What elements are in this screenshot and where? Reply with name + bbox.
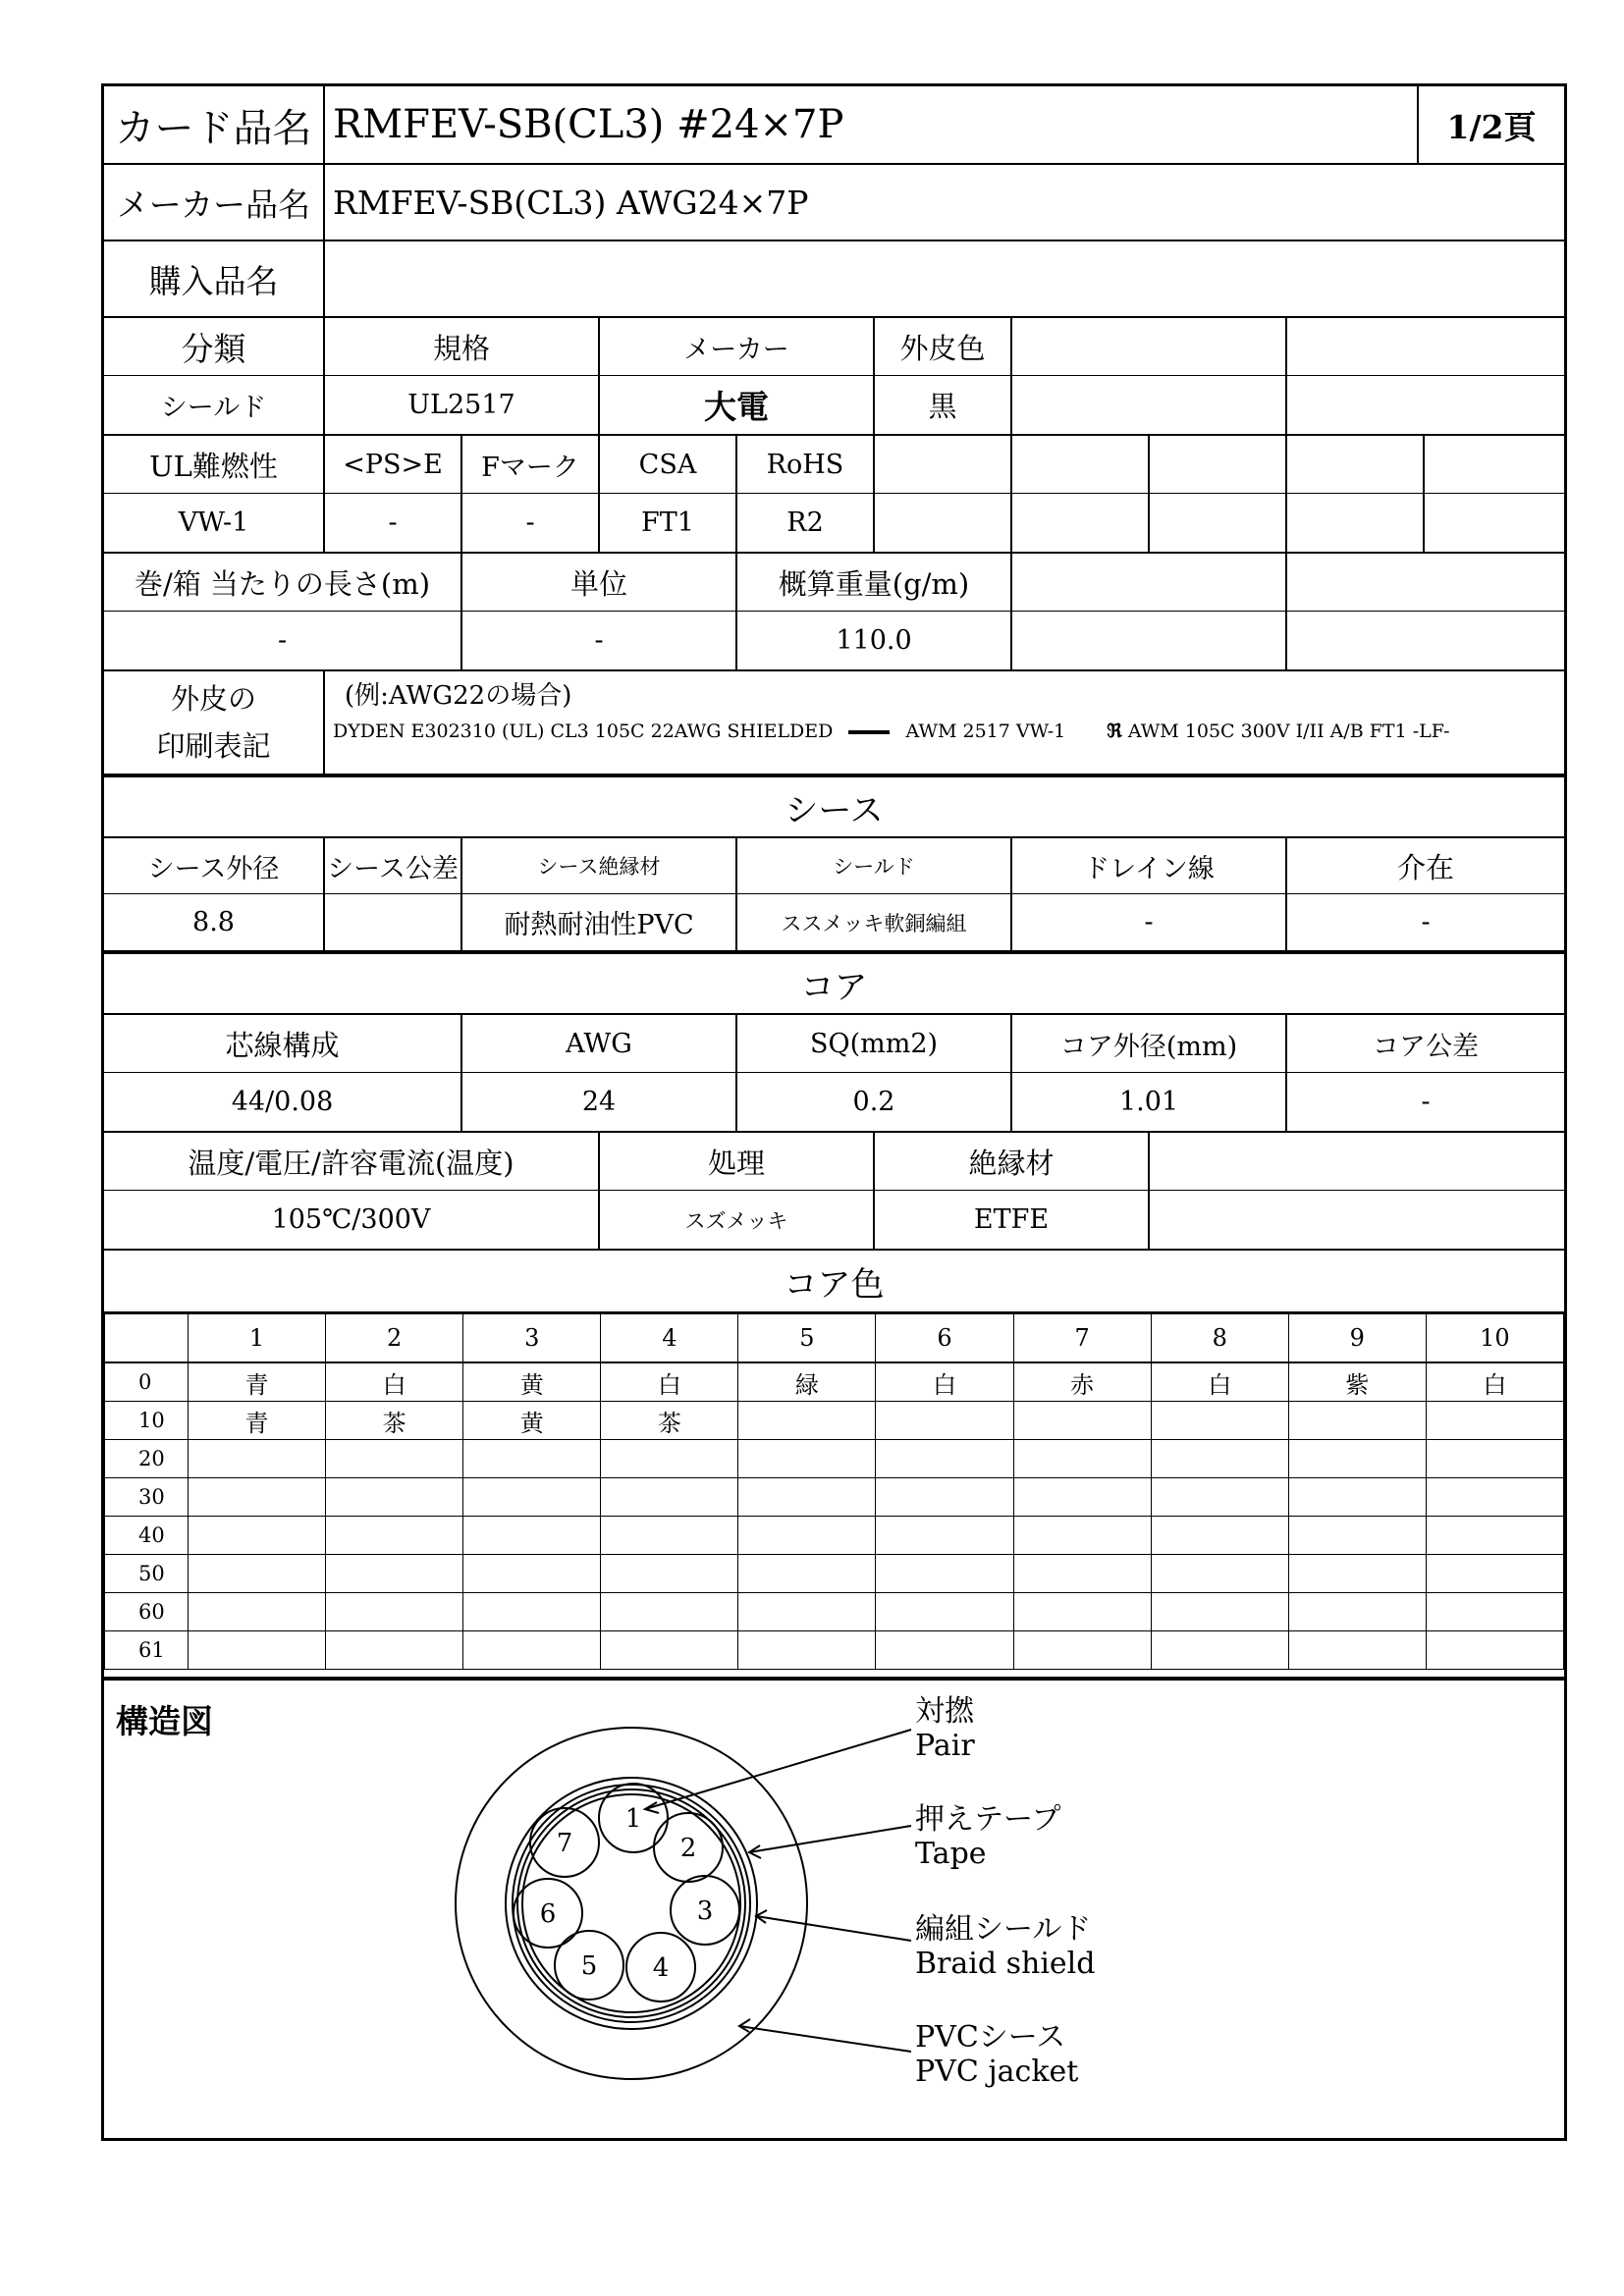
length-row (104, 554, 1564, 671)
core-title-row (104, 954, 1564, 1015)
core-color-cell (1013, 1440, 1151, 1478)
core-color-cell (189, 1517, 326, 1555)
core-color-header-row (105, 1314, 1564, 1363)
core-color-cell (463, 1478, 601, 1517)
pair-number: 1 (624, 1804, 642, 1834)
core-color-cell (326, 1440, 463, 1478)
sq-label: SQ(mm2) (737, 1015, 1012, 1072)
core-color-cell: 青 (189, 1402, 326, 1440)
core-color-cell (1013, 1555, 1151, 1593)
core-color-cell (876, 1593, 1013, 1631)
blank-cell (875, 436, 1012, 493)
core-color-cell (326, 1478, 463, 1517)
core-color-cell: 白 (326, 1362, 463, 1402)
core-color-row-label: 50 (105, 1555, 189, 1593)
core-color-cell (1288, 1440, 1426, 1478)
blank-cell (1012, 436, 1150, 493)
core-color-cell (738, 1402, 876, 1440)
arrow-head (739, 2019, 750, 2032)
core-color-row (105, 1402, 1564, 1440)
temperature-label: 温度/電圧/許容電流(温度) (104, 1133, 600, 1190)
purchase-name-row (104, 241, 1564, 318)
core-color-cell: 黄 (463, 1402, 601, 1440)
standard-value: UL2517 (325, 376, 600, 434)
classification-value: シールド (104, 376, 325, 434)
core-color-cell (876, 1478, 1013, 1517)
csa-value: FT1 (600, 494, 737, 552)
core-color-cell (1013, 1593, 1151, 1631)
core-color-cell (1426, 1478, 1563, 1517)
filler-label: 介在 (1396, 850, 1454, 884)
blank-cell (1425, 494, 1564, 552)
core-color-cell (1151, 1631, 1288, 1670)
maker-value: 大電 (600, 376, 875, 434)
sheath-title-row (104, 777, 1564, 838)
print-text-c: AWM 105C 300V I/II A/B FT1 -LF- (1127, 721, 1450, 742)
sheath-insulation-value: 耐熱耐油性PVC (462, 894, 737, 950)
column-header: 8 (1151, 1314, 1288, 1363)
core-color-cell (1151, 1555, 1288, 1593)
blank-cell (1150, 494, 1287, 552)
ul-flame-value: VW-1 (104, 494, 325, 552)
core-color-cell: 白 (876, 1362, 1013, 1402)
core-color-cell (1426, 1555, 1563, 1593)
sheath-tolerance-label: シース公差 (325, 838, 462, 893)
core-color-cell: 青 (189, 1362, 326, 1402)
core-color-cell: 白 (1426, 1362, 1563, 1402)
core-color-cell (876, 1631, 1013, 1670)
pvc-jacket-label-jp: PVCシース (915, 2020, 1066, 2055)
core-color-grid (104, 1313, 1564, 1670)
blank-cell (1012, 494, 1150, 552)
core-color-row (105, 1555, 1564, 1593)
weight-label: 概算重量(g/m) (737, 554, 1012, 611)
purchase-name-label: 購入品名 (104, 241, 325, 316)
drain-wire-value: - (1012, 894, 1287, 950)
pair-label-en: Pair (915, 1729, 975, 1763)
leader-braid (756, 1916, 911, 1941)
core-color-cell: 白 (601, 1362, 738, 1402)
core-color-cell (189, 1593, 326, 1631)
f-mark-label: Fマーク (462, 436, 600, 493)
core-color-row-label: 60 (105, 1593, 189, 1631)
core-color-cell (1426, 1593, 1563, 1631)
core-color-cell (738, 1517, 876, 1555)
core-color-cell: 緑 (738, 1362, 876, 1402)
pair-label-jp: 対撚 (915, 1694, 974, 1729)
csa-label: CSA (600, 436, 737, 493)
treatment-label: 処理 (600, 1133, 875, 1190)
spec-sheet (101, 83, 1567, 2141)
blank-cell (1425, 436, 1564, 493)
blank-cell (875, 494, 1012, 552)
core-color-cell (876, 1517, 1013, 1555)
core-color-cell (1013, 1402, 1151, 1440)
temperature-row (104, 1133, 1564, 1251)
blank-cell (1012, 376, 1287, 434)
core-color-cell (738, 1555, 876, 1593)
pvc-jacket-outer (456, 1728, 807, 2079)
core-color-row-label: 30 (105, 1478, 189, 1517)
sheath-row (104, 838, 1564, 954)
core-color-cell (1426, 1517, 1563, 1555)
print-example-note: (例:AWG22の場合) (345, 681, 572, 711)
sq-value: 0.2 (737, 1073, 1012, 1131)
cable-cross-section-diagram (104, 1681, 1564, 2138)
core-color-cell (463, 1631, 601, 1670)
core-color-row-label: 61 (105, 1631, 189, 1670)
print-marking-value (325, 671, 1564, 774)
core-color-cell (738, 1593, 876, 1631)
pse-value: - (325, 494, 462, 552)
rohs-value: R2 (737, 494, 875, 552)
card-name-value: RMFEV-SB(CL3) #24×7P (325, 86, 1419, 163)
sheath-od-label: シース外径 (104, 838, 325, 893)
core-color-cell (738, 1478, 876, 1517)
leader-jacket (739, 2026, 911, 2052)
ul-flame-label: UL難燃性 (104, 436, 325, 493)
braid-shield-label-en: Braid shield (915, 1947, 1096, 1981)
temperature-value: 105℃/300V (104, 1191, 600, 1249)
filler-value: - (1421, 907, 1431, 937)
core-title: コア (800, 967, 868, 1007)
structure-title: 構造図 (116, 1702, 213, 1740)
core-color-cell (1013, 1478, 1151, 1517)
print-text-b: AWM 2517 VW-1 (905, 721, 1066, 742)
insulation-value: ETFE (875, 1191, 1150, 1249)
core-color-cell (738, 1631, 876, 1670)
core-color-cell (1151, 1478, 1288, 1517)
pair-number: 5 (580, 1951, 598, 1981)
weight-value: 110.0 (737, 612, 1012, 669)
core-color-cell (1288, 1555, 1426, 1593)
blank-cell (1287, 494, 1425, 552)
core-color-cell (1288, 1593, 1426, 1631)
classification-label: 分類 (104, 318, 325, 375)
blank-cell (1150, 1133, 1564, 1190)
column-header: 5 (738, 1314, 876, 1363)
page-number: 1/2頁 (1446, 107, 1537, 146)
core-color-cell (876, 1402, 1013, 1440)
core-color-row (105, 1631, 1564, 1670)
card-name-label: カード品名 (104, 86, 325, 163)
print-marking-row (104, 671, 1564, 777)
print-marking-label-line1: 外皮の (170, 682, 256, 716)
sheath-od-value: 8.8 (104, 894, 325, 950)
pair-number: 2 (679, 1834, 697, 1863)
core-color-cell (326, 1517, 463, 1555)
blank-cell (1287, 436, 1425, 493)
core-color-row-label: 0 (105, 1362, 189, 1402)
core-color-cell: 茶 (601, 1402, 738, 1440)
tape-label (915, 1802, 1061, 1871)
blank-cell (1287, 554, 1564, 611)
pair-number: 3 (696, 1896, 714, 1926)
core-color-cell (1288, 1631, 1426, 1670)
pair-number: 6 (539, 1899, 557, 1929)
core-color-row-label: 20 (105, 1440, 189, 1478)
core-color-cell (463, 1440, 601, 1478)
treatment-value: スズメッキ (600, 1191, 875, 1249)
purchase-name-value (325, 241, 1564, 316)
core-color-cell (463, 1517, 601, 1555)
column-header: 9 (1288, 1314, 1426, 1363)
blank-cell (1012, 612, 1287, 669)
core-color-cell: 白 (1151, 1362, 1288, 1402)
tape-label-jp: 押えテープ (915, 1802, 1061, 1837)
length-per-reel-value: - (104, 612, 462, 669)
tape-label-en: Tape (915, 1837, 987, 1871)
core-color-cell (876, 1555, 1013, 1593)
core-color-cell (189, 1440, 326, 1478)
blank-cell (1287, 376, 1564, 434)
ul-recognized-mark-icon: ℜ (1107, 721, 1122, 742)
core-color-cell (738, 1440, 876, 1478)
pse-label: <PS>E (325, 436, 462, 493)
core-tolerance-value: - (1421, 1087, 1431, 1117)
braid-shield-label (915, 1912, 1095, 1981)
blank-cell (1150, 1191, 1564, 1249)
rohs-label: RoHS (737, 436, 875, 493)
strand-construction-label: 芯線構成 (104, 1015, 462, 1072)
shield-value: ススメッキ軟銅編組 (737, 894, 1012, 950)
blank-cell (1012, 318, 1287, 375)
print-text-a: DYDEN E302310 (UL) CL3 105C 22AWG SHIELDED (333, 721, 834, 742)
pair-number: 7 (556, 1829, 573, 1858)
core-od-label: コア外径(mm) (1012, 1015, 1287, 1072)
core-color-cell (463, 1593, 601, 1631)
core-color-cell (601, 1631, 738, 1670)
core-color-cell (1151, 1402, 1288, 1440)
shield-label: シールド (737, 838, 1012, 893)
unit-value: - (462, 612, 737, 669)
core-color-cell (601, 1593, 738, 1631)
drain-wire-label: ドレイン線 (1012, 838, 1287, 893)
core-color-row (105, 1440, 1564, 1478)
pair-label (915, 1694, 975, 1763)
sheath-insulation-label: シース絶縁材 (462, 838, 737, 893)
blank-cell (1150, 436, 1287, 493)
core-color-cell (601, 1478, 738, 1517)
core-color-cell (1013, 1631, 1151, 1670)
blank-cell (1012, 554, 1287, 611)
core-color-title-row (104, 1251, 1564, 1313)
core-color-cell (1288, 1402, 1426, 1440)
core-color-cell: 黄 (463, 1362, 601, 1402)
length-per-reel-label: 巻/箱 当たりの長さ(m) (104, 554, 462, 611)
blank-cell (1287, 612, 1564, 669)
core-color-cell (601, 1440, 738, 1478)
leader-tape (749, 1826, 911, 1852)
sheath-title: シース (785, 790, 884, 830)
core-color-cell (1151, 1517, 1288, 1555)
core-color-title: コア色 (784, 1264, 885, 1305)
corner-cell (105, 1314, 189, 1363)
core-row (104, 1015, 1564, 1133)
column-header: 3 (463, 1314, 601, 1363)
core-tolerance-label: コア公差 (1373, 1031, 1479, 1062)
core-color-cell (601, 1555, 738, 1593)
maker-name-value: RMFEV-SB(CL3) AWG24×7P (333, 183, 809, 222)
print-marking-label-line2: 印刷表記 (156, 729, 271, 763)
core-color-cell (1426, 1402, 1563, 1440)
maker-name-label: メーカー品名 (104, 165, 325, 240)
core-color-cell (1426, 1440, 1563, 1478)
jacket-color-value: 黒 (875, 376, 1012, 434)
pvc-jacket-label-en: PVC jacket (915, 2055, 1079, 2089)
awg-label: AWG (462, 1015, 737, 1072)
core-color-cell: 紫 (1288, 1362, 1426, 1402)
core-color-row (105, 1593, 1564, 1631)
classification-row (104, 318, 1564, 436)
core-color-row (105, 1362, 1564, 1402)
column-header: 7 (1013, 1314, 1151, 1363)
f-mark-value: - (462, 494, 600, 552)
core-color-cell (463, 1555, 601, 1593)
core-color-cell (189, 1555, 326, 1593)
core-color-cell: 茶 (326, 1402, 463, 1440)
core-color-cell (326, 1631, 463, 1670)
core-color-cell (1426, 1631, 1563, 1670)
core-color-cell (189, 1478, 326, 1517)
core-color-cell (326, 1555, 463, 1593)
core-color-row-label: 10 (105, 1402, 189, 1440)
core-color-cell (1288, 1478, 1426, 1517)
print-text (333, 721, 1450, 742)
core-color-row-label: 40 (105, 1517, 189, 1555)
leader-pair (645, 1730, 911, 1809)
blank-cell (1287, 318, 1564, 375)
pair-number: 4 (652, 1953, 670, 1983)
column-header: 10 (1426, 1314, 1563, 1363)
core-color-cell (326, 1593, 463, 1631)
core-color-cell (1288, 1517, 1426, 1555)
dash-mark (848, 730, 890, 734)
strand-construction-value: 44/0.08 (104, 1073, 462, 1131)
pvc-jacket-label (915, 2020, 1078, 2089)
print-marking-label (104, 671, 325, 774)
core-color-cell: 赤 (1013, 1362, 1151, 1402)
core-color-row (105, 1517, 1564, 1555)
column-header: 6 (876, 1314, 1013, 1363)
maker-label: メーカー (600, 318, 875, 375)
jacket-color-label: 外皮色 (875, 318, 1012, 375)
core-color-cell (1151, 1593, 1288, 1631)
braid-shield-label-jp: 編組シールド (915, 1912, 1092, 1947)
core-color-cell (601, 1517, 738, 1555)
core-color-row (105, 1478, 1564, 1517)
core-color-cell (1013, 1517, 1151, 1555)
core-color-cell (189, 1631, 326, 1670)
column-header: 2 (326, 1314, 463, 1363)
card-name-row (104, 86, 1564, 165)
insulation-label: 絶縁材 (875, 1133, 1150, 1190)
ul-row (104, 436, 1564, 554)
sheath-tolerance-value (325, 894, 462, 950)
unit-label: 単位 (462, 554, 737, 611)
column-header: 4 (601, 1314, 738, 1363)
standard-label: 規格 (325, 318, 600, 375)
column-header: 1 (189, 1314, 326, 1363)
maker-name-row (104, 165, 1564, 241)
structure-section (104, 1677, 1564, 2138)
core-color-cell (1151, 1440, 1288, 1478)
core-od-value: 1.01 (1012, 1073, 1287, 1131)
awg-value: 24 (462, 1073, 737, 1131)
core-color-cell (876, 1440, 1013, 1478)
